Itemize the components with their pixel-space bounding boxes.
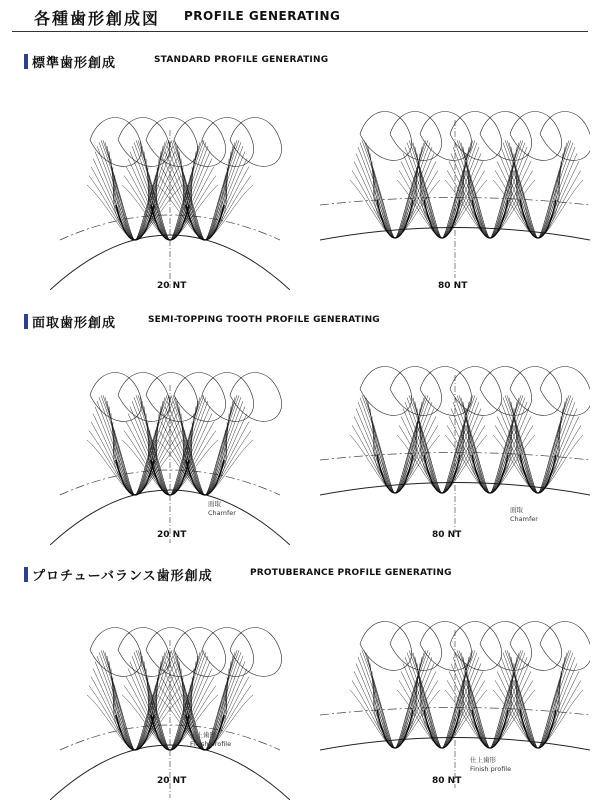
- protuberance-80nt-diagram: [320, 600, 590, 790]
- gear-label-80nt: 80 NT: [432, 530, 462, 540]
- callout-jp: 仕上歯形: [190, 731, 216, 739]
- page-header: [0, 0, 600, 40]
- finish-profile-callout: [190, 731, 231, 749]
- standard-80nt-diagram: [320, 90, 590, 280]
- section-title-en: PROTUBERANCE PROFILE GENERATING: [250, 568, 452, 578]
- protuberance-20nt-diagram: [50, 600, 290, 800]
- rack-cutter-loops: [90, 118, 282, 167]
- tooth-space-outline: [377, 710, 413, 748]
- tooth-space-outline: [424, 200, 460, 238]
- callout-en: Chamfer: [510, 515, 538, 523]
- gear-label-20nt: 20 NT: [157, 776, 187, 786]
- generating-lines: [350, 650, 583, 748]
- header-rule: [12, 31, 588, 32]
- rack-cutter-loops: [360, 112, 590, 161]
- callout-jp: 仕上歯形: [470, 756, 496, 764]
- tooth-space-outline: [424, 455, 460, 493]
- generating-lines: [350, 395, 583, 493]
- generating-lines: [350, 140, 583, 238]
- section-marker: [24, 567, 28, 582]
- tooth-space-outline: [472, 455, 508, 493]
- chamfer-callout: [208, 500, 236, 518]
- rack-cutter-loops: [90, 628, 282, 677]
- rack-cutter-loops: [90, 373, 282, 422]
- page-title-en: PROFILE GENERATING: [184, 9, 341, 23]
- callout-en: Finish profile: [190, 740, 232, 748]
- section-title-jp: 面取歯形創成: [32, 316, 117, 331]
- tooth-space-outline: [424, 710, 460, 748]
- callout-en: Chamfer: [208, 509, 236, 517]
- semi-topping-20nt-diagram: [50, 345, 290, 545]
- tooth-space-outline: [472, 200, 508, 238]
- gear-label-20nt: 20 NT: [157, 281, 187, 291]
- section-title-jp: プロチューバランス歯形創成: [32, 569, 213, 584]
- rack-cutter-loops: [360, 367, 590, 416]
- gear-label-20nt: 20 NT: [157, 530, 187, 540]
- standard-20nt-diagram: [50, 90, 290, 290]
- section-title-en: STANDARD PROFILE GENERATING: [154, 55, 329, 65]
- section-marker: [24, 54, 28, 69]
- callout-jp: 面取: [510, 506, 523, 514]
- gear-label-80nt: 80 NT: [438, 281, 468, 291]
- page-title-jp: 各種歯形創成図: [34, 9, 161, 28]
- tooth-space-outline: [472, 710, 508, 748]
- gear-label-80nt: 80 NT: [432, 776, 462, 786]
- section-title-jp: 標準歯形創成: [32, 56, 117, 71]
- section-marker: [24, 314, 28, 329]
- callout-en: Finish profile: [470, 765, 512, 773]
- callout-jp: 面取: [208, 500, 221, 508]
- tooth-space-outline: [377, 200, 413, 238]
- section-title-en: SEMI-TOPPING TOOTH PROFILE GENERATING: [148, 315, 380, 325]
- semi-topping-80nt-diagram: [320, 345, 590, 535]
- tooth-space-outline: [377, 455, 413, 493]
- chamfer-callout: [510, 506, 538, 524]
- rack-cutter-loops: [360, 622, 590, 671]
- finish-profile-callout: [470, 756, 511, 774]
